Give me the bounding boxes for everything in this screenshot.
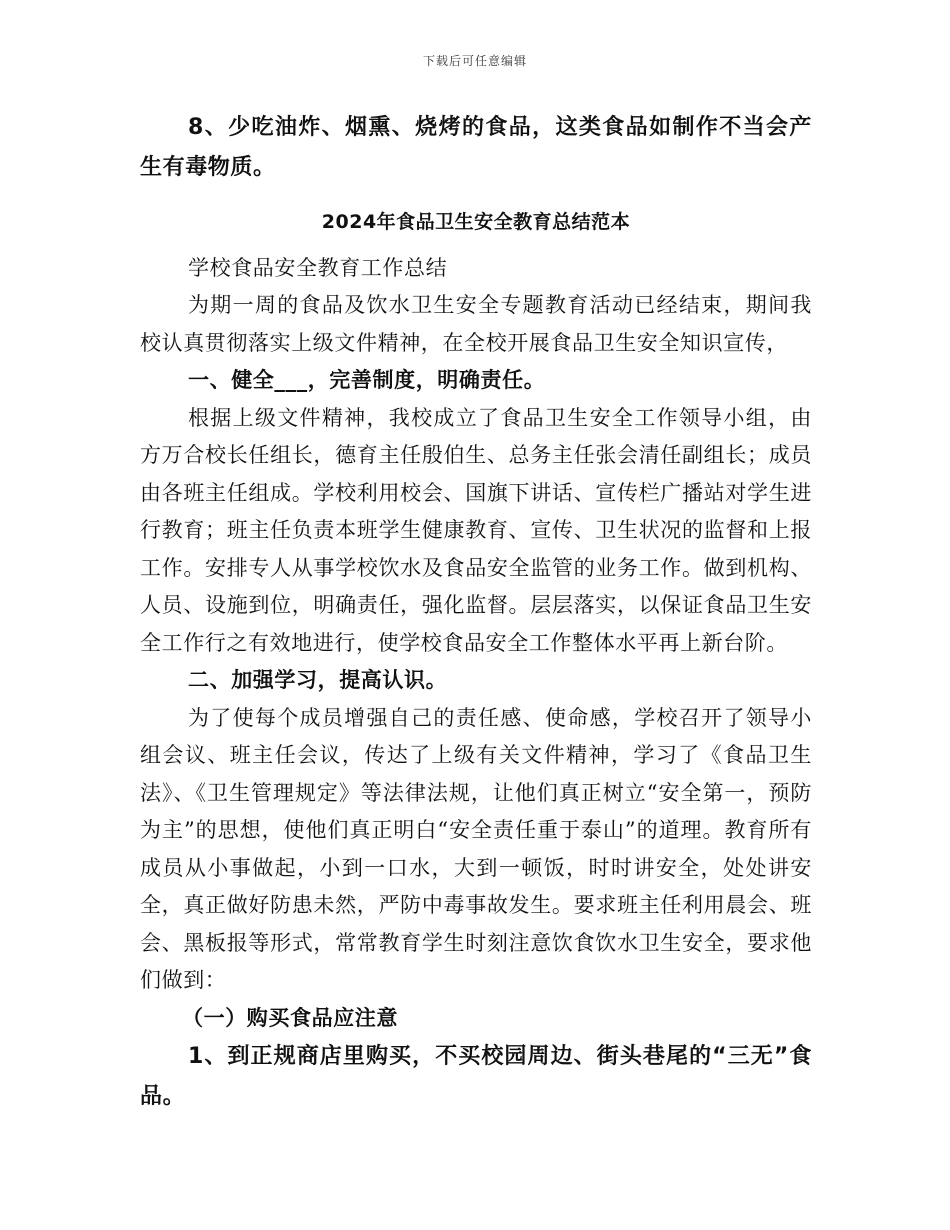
subsection-1-heading: （一）购买食品应注意 <box>182 1005 398 1030</box>
document-body <box>140 108 812 1117</box>
section-2-heading: 二、加强学习，提高认识。 <box>188 668 448 692</box>
page-header: 下载后可任意编辑 <box>422 54 527 68</box>
document-subtitle: 学校食品安全教育工作总结 <box>188 255 448 280</box>
intro-paragraph: 为期一周的食品及饮水卫生安全专题教育活动已经结束，期间我校认真贯彻落实上级文件精神，在全校开展食品卫生安全知识宣传， <box>140 293 812 355</box>
section-2-paragraph: 为了使每个成员增强自己的责任感、使命感，学校召开了领导小组会议、班主任会议，传达了上级有关文件精神，学习了《食品卫生法》、《卫生管理规定》等法律法规，让他们真正树立“安全第一，预防为主”的思想，使他们真正明白“安全责任重于泰山”的道理。教育所有成员从小事做起，小到一口水，大到一顿饭，时时讲安全，处处讲安全，真正做好防患未然，严防中毒事故发生。要求班主任利用晨会、班会、黑板报等形式，常常教育学生时刻注意饮食饮水卫生安全，要求他们做到： <box>140 705 812 992</box>
document-title: 2024年食品卫生安全教育总结范本 <box>321 211 631 233</box>
section-1-paragraph: 根据上级文件精神，我校成立了食品卫生安全工作领导小组，由方万合校长任组长，德育主任殷伯生、总务主任张会清任副组长；成员由各班主任组成。学校利用校会、国旗下讲话、宣传栏广播站对学生进行教育；班主任负责本班学生健康教育、宣传、卫生状况的监督和上报工作。安排专人从事学校饮水及食品安全监管的业务工作。做到机构、人员、设施到位，明确责任，强化监督。层层落实，以保证食品卫生安全工作行之有效地进行，使学校食品安全工作整体水平再上新台阶。 <box>140 405 812 655</box>
section-1-heading: 一、健全___，完善制度，明确责任。 <box>188 368 546 392</box>
item-1-paragraph: 1、到正规商店里购买，不买校园周边、街头巷尾的“三无”食品。 <box>140 1044 812 1109</box>
item-8-paragraph: 8、少吃油炸、烟熏、烧烤的食品，这类食品如制作不当会产生有毒物质。 <box>140 115 812 180</box>
